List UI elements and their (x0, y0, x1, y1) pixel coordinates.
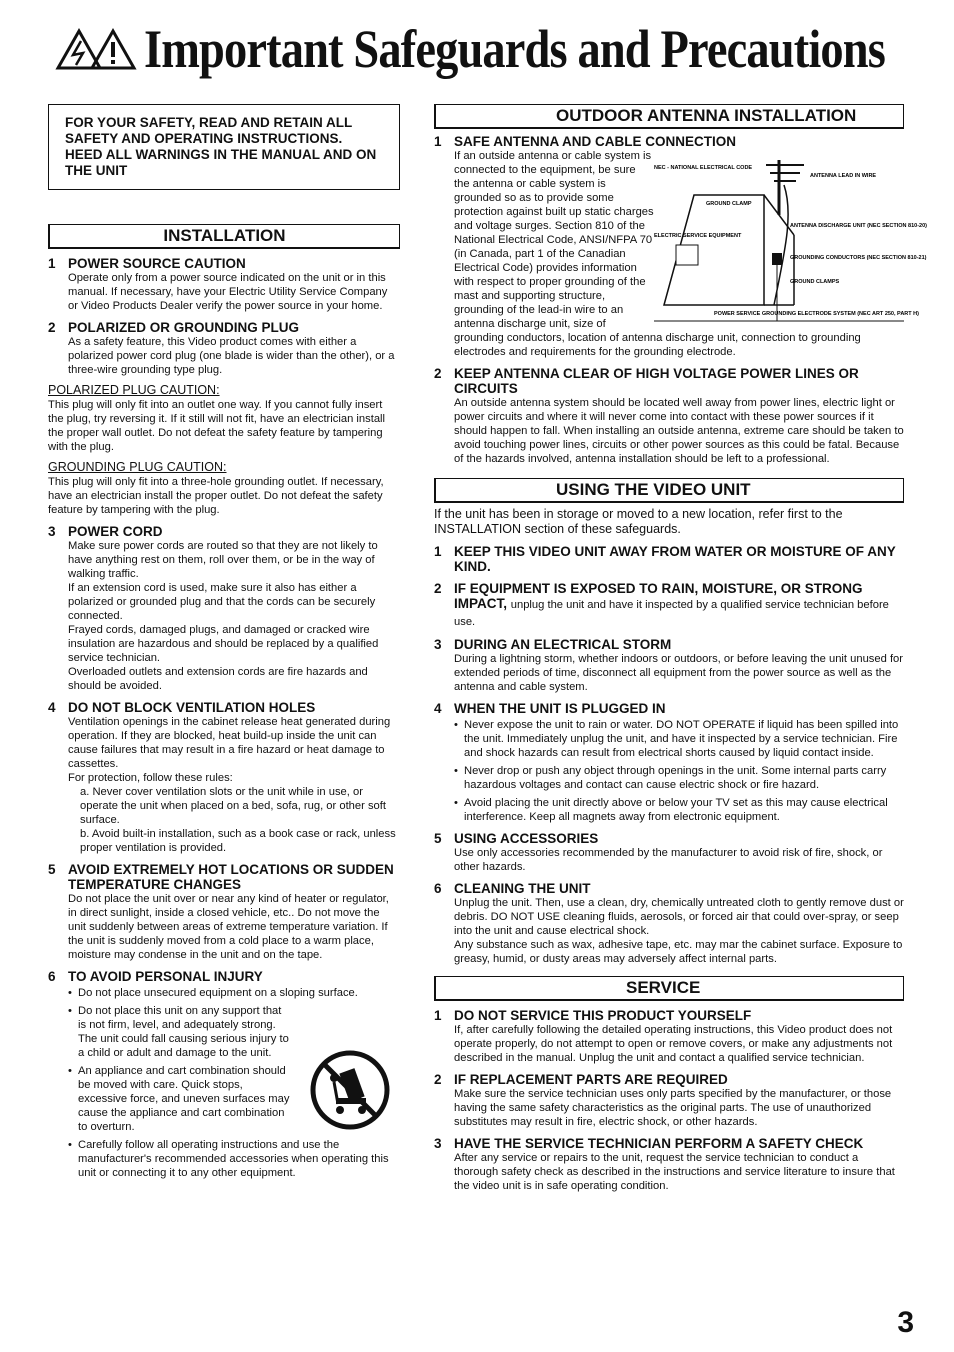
label-lead-in: ANTENNA LEAD IN WIRE (810, 173, 877, 179)
polarized-caution-title: POLARIZED PLUG CAUTION: (48, 383, 220, 397)
injury-bullets (48, 986, 400, 1180)
service-header: SERVICE (434, 976, 904, 1001)
using-intro: If the unit has been in storage or moved to a new location, refer first to the INSTALLATION section of these safeguards. (434, 507, 843, 536)
grounding-caution-text: This plug will only fit into a three-hole grounding outlet. If necessary, have an electrician install the proper outlet. Do not defeat the safety feature by tampering with the plug. (48, 476, 384, 516)
item-text: Operate only from a power source indicated on the unit or in this manual. If necessary, have your Electric Utility Service Company or Video Products Dealer verify the power source in your home. (68, 272, 388, 312)
item-heading: 4 WHEN THE UNIT IS PLUGGED IN (434, 701, 666, 716)
item-text: Make sure power cords are routed so that they are not likely to have anything rest on them, roll over them, or be in the way of walking traffic. (68, 540, 378, 580)
installation-header: INSTALLATION (48, 224, 400, 249)
label-grounding-conductors: GROUNDING CONDUCTORS (NEC SECTION 810-21) (790, 255, 927, 261)
exclamation-warning-icon (90, 28, 136, 70)
warning-icons (56, 28, 136, 70)
item-heading: 5 AVOID EXTREMELY HOT LOCATIONS OR SUDDEN TEMPERATURE CHANGES (48, 862, 394, 892)
item-heading: 2 IF REPLACEMENT PARTS ARE REQUIRED (434, 1072, 728, 1087)
list-item: • An appliance and cart combination should be moved with care. Quick stops, excessive force, and uneven surfaces may cause the appliance and cart combination to overturn. (68, 1064, 400, 1134)
label-nec: NEC - NATIONAL ELECTRICAL CODE (654, 165, 753, 171)
item-heading: 2 KEEP ANTENNA CLEAR OF HIGH VOLTAGE POWER LINES OR CIRCUITS (434, 366, 859, 396)
item-text: Unplug the unit. Then, use a clean, dry, chemically untreated cloth to gently remove dust or debris. DO NOT USE cleaning fluids, aerosols, or forced air that could over-spray, or seep into the unit and cause electrical shock. (454, 897, 904, 937)
page-title: Important Safeguards and Precautions (144, 19, 885, 79)
item-subpoint: a. Never cover ventilation slots or the unit while in use, or operate the unit when placed on a bed, sofa, rug, or other soft surface. (80, 786, 386, 826)
item-text: After any service or repairs to the unit, request the service technician to conduct a thorough safety check as described in the instructions and service literature to insure that the video unit is in safe operating condition. (454, 1152, 895, 1192)
item-heading: 3 DURING AN ELECTRICAL STORM (434, 637, 672, 652)
item-text: Do not place the unit over or near any kind of heater or regulator, in direct sunlight, inside a closed vehicle, etc.. Do not move the unit suddenly between areas of extreme temperature variation. If the unit is suddenly moved from a cold place to a warm place, moisture may condense in the unit and on the tape. (68, 893, 389, 961)
label-service-equipment: ELECTRIC SERVICE EQUIPMENT (654, 233, 742, 239)
item-heading: 1 KEEP THIS VIDEO UNIT AWAY FROM WATER OR MOISTURE OF ANY KIND. (434, 544, 896, 574)
antenna-grounding-diagram (654, 155, 928, 333)
item-text: If, after carefully following the detailed operating instructions, this Video product does not operate properly, do not attempt to open or remove covers, or make any adjustments not described in the manual. Unplug the unit and contact a qualified service technician. (454, 1024, 893, 1064)
polarized-caution-text: This plug will only fit into an outlet one way. If you cannot fully insert the plug, try reversing it. If it still will not fit, have an electrician install the proper wall outlet. Do not defeat the safety feature by tampering with the plug. (48, 399, 386, 453)
list-item: • Never expose the unit to rain or water. DO NOT OPERATE if liquid has been spilled into the unit. Immediately unplug the unit, and have it inspected by a service technician. Fire and shock hazards can result from electrical shorts caused by liquid contact inside. (454, 718, 904, 760)
item-heading: 2 IF EQUIPMENT IS EXPOSED TO RAIN, MOISTURE, OR STRONG IMPACT, unplug the unit and have it inspected by a qualified service technician before use. (434, 581, 889, 628)
item-text: If an outside antenna or cable system is connected to the equipment, be sure the antenna or cable system is grounded so as to provide some protection against built up static charges and voltage surges. Section 810 of the National Electrical Code, ANSI/NFPA 70 (in Canada, part 1 of the Canadian Electrical Code) provides information with respect to proper grounding of the mast and supporting structure, grounding of the lead-in wire to an antenna discharge unit, size of grounding conductors, location of antenna discharge unit, connection to grounding electrodes and requirements for the grounding electrode. (454, 149, 904, 359)
cart-tipover-warning-icon (308, 1048, 392, 1132)
item-heading: 1 POWER SOURCE CAUTION (48, 256, 246, 271)
page-number: 3 (897, 1306, 914, 1339)
label-discharge-unit: ANTENNA DISCHARGE UNIT (NEC SECTION 810-20) (790, 223, 928, 229)
item-heading: 2 POLARIZED OR GROUNDING PLUG (48, 320, 300, 335)
list-item: • Carefully follow all operating instructions and use the manufacturer's recommended accessories when operating this unit or connecting it to any other equipment. (68, 1138, 400, 1180)
item-heading: 3 POWER CORD (48, 524, 163, 539)
right-column (434, 104, 928, 1193)
item-text: As a safety feature, this Video product comes with either a polarized power cord plug (one blade is wider than the other), or a three-wire grounding type plug. (68, 336, 395, 376)
item-text: Use only accessories recommended by the manufacturer to avoid risk of fire, shock, or other hazards. (454, 847, 883, 873)
item-heading: 1 DO NOT SERVICE THIS PRODUCT YOURSELF (434, 1008, 752, 1023)
grounding-caution-title: GROUNDING PLUG CAUTION: (48, 460, 227, 474)
label-ground-clamps: GROUND CLAMPS (790, 279, 840, 285)
item-text: If an extension cord is used, make sure it also has either a polarized or grounded plug and that the cords can be securely connected. (68, 582, 376, 622)
item-text: Any substance such as wax, adhesive tape, etc. may mar the cabinet surface. Exposure to greasy, humid, or dusty areas may adversely affect internal parts. (454, 939, 903, 965)
label-grounding-electrode: POWER SERVICE GROUNDING ELECTRODE SYSTEM (NEC ART 250, PART H) (714, 311, 919, 317)
using-video-unit-header: USING THE VIDEO UNIT (434, 478, 904, 503)
list-item: • Never drop or push any object through openings in the unit. Some internal parts carry hazardous voltages and contact can cause electric shock or fire hazard. (454, 764, 904, 792)
item-text: An outside antenna system should be located well away from power lines, electric light or power circuits and where it will never come into contact with these power sources if it should happen to fall. When installing an outside antenna, extreme care should be taken to avoid touching power lines, circuits or other power sources as this could be fatal. Because of the hazards involved, antenna installation should be left to a professional. (454, 397, 904, 465)
item-heading: 6 CLEANING THE UNIT (434, 881, 591, 896)
left-column (48, 104, 400, 1184)
item-text: During a lightning storm, whether indoors or outdoors, or before leaving the unit unused for extended periods of time, disconnect all equipment from the power source as well as the antenna and cable system. (454, 653, 904, 693)
item-text: Ventilation openings in the cabinet release heat generated during operation. If they are blocked, heat build-up inside the unit can cause failures that may result in a fire hazard or heat damage to cassettes. (68, 716, 391, 770)
item-heading: 5 USING ACCESSORIES (434, 831, 599, 846)
page-title-row (56, 14, 916, 84)
label-ground-clamp: GROUND CLAMP (706, 201, 752, 207)
safety-notice-box: FOR YOUR SAFETY, READ AND RETAIN ALL SAFETY AND OPERATING INSTRUCTIONS. HEED ALL WARNINGS IN THE MANUAL AND ON THE UNIT (48, 104, 400, 190)
antenna-section (434, 149, 928, 359)
item-text: For protection, follow these rules: (68, 772, 233, 784)
item-text: Frayed cords, damaged plugs, and damaged or cracked wire insulation are hazardous and should be replaced by a qualified service technician. (68, 624, 379, 664)
list-item: • Do not place unsecured equipment on a sloping surface. (68, 986, 400, 1000)
list-item: • Do not place this unit on any support that is not firm, level, and adequately strong. The unit could fall causing serious injury to a child or adult and damage to the unit. (68, 1004, 400, 1060)
item-text: Overloaded outlets and extension cords are fire hazards and should be avoided. (68, 666, 368, 692)
item-subpoint: b. Avoid built-in installation, such as a book case or rack, unless proper ventilation is provided. (80, 828, 396, 854)
outdoor-antenna-header: OUTDOOR ANTENNA INSTALLATION (434, 104, 904, 129)
item-text: Make sure the service technician uses only parts specified by the manufacturer, or those having the same safety characteristics as the original parts. The use of unauthorized substitutes may result in fire, electric shock, or other hazards. (454, 1088, 892, 1128)
list-item: • Avoid placing the unit directly above or below your TV set as this may cause electrical interference. Keep all magnets away from electronic equipment. (454, 796, 904, 824)
item-heading: 6 TO AVOID PERSONAL INJURY (48, 969, 263, 984)
item-heading: 1 SAFE ANTENNA AND CABLE CONNECTION (434, 134, 736, 149)
item-heading: 3 HAVE THE SERVICE TECHNICIAN PERFORM A SAFETY CHECK (434, 1136, 864, 1151)
item-heading: 4 DO NOT BLOCK VENTILATION HOLES (48, 700, 316, 715)
